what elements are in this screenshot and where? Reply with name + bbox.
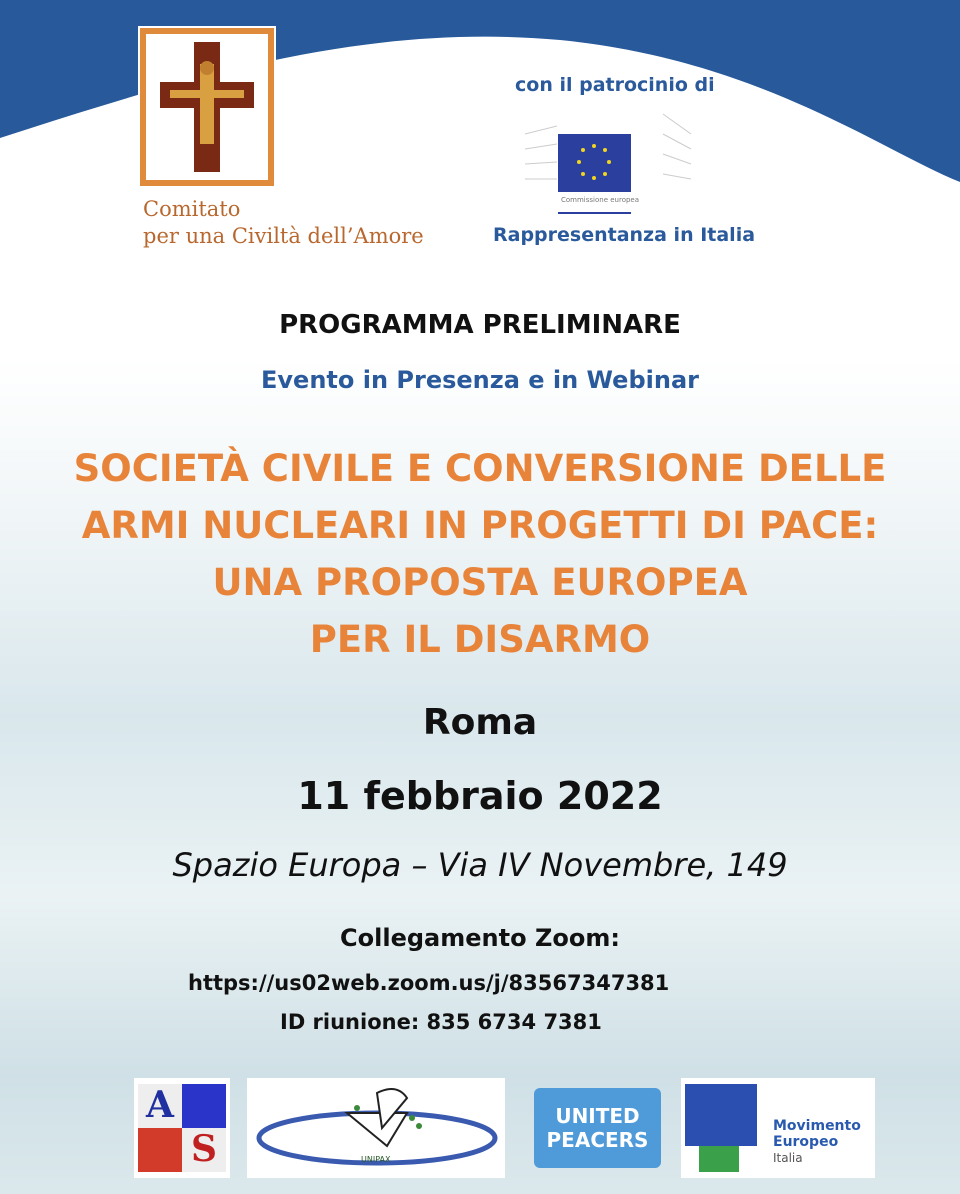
representation-label: Rappresentanza in Italia [493, 224, 756, 246]
me-line3: Italia [773, 1151, 803, 1165]
zoom-heading: Collegamento Zoom: [340, 924, 620, 952]
united-peacers-logo [530, 1078, 665, 1178]
event-venue: Spazio Europa – Via IV Novembre, 149 [172, 846, 788, 884]
event-type: Evento in Presenza e in Webinar [261, 366, 699, 394]
crucifix-logo [140, 28, 274, 186]
ec-logo-text: Commissione europea [561, 196, 640, 204]
title-line: SOCIETÀ CIVILE E CONVERSIONE DELLE [73, 447, 887, 490]
united-peacers-text: UNITED PEACERS [534, 1088, 661, 1168]
patronage-label: con il patrocinio di [515, 74, 715, 96]
as-logo-s: S [182, 1128, 226, 1172]
title-line: PER IL DISARMO [309, 618, 651, 661]
me-line2: Europeo [773, 1134, 839, 1150]
event-title [0, 440, 960, 668]
as-logo-a: A [138, 1084, 182, 1128]
meeting-id: ID riunione: 835 6734 7381 [280, 1010, 602, 1034]
as-logo [134, 1078, 230, 1178]
european-commission-logo [523, 104, 693, 216]
org-name-line1: Comitato [143, 197, 241, 221]
movimento-europeo-logo [681, 1078, 875, 1178]
unipax-text: UNIPAX [361, 1155, 391, 1164]
zoom-link[interactable]: https://us02web.zoom.us/j/83567347381 [188, 971, 670, 995]
event-date: 11 febbraio 2022 [297, 774, 663, 818]
unipax-logo [247, 1078, 505, 1178]
program-heading: PROGRAMMA PRELIMINARE [279, 310, 681, 340]
title-line: UNA PROPOSTA EUROPEA [212, 561, 748, 604]
title-line: ARMI NUCLEARI IN PROGETTI DI PACE: [81, 504, 879, 547]
event-city: Roma [422, 702, 538, 743]
org-name [143, 196, 424, 250]
me-line1: Movimento [773, 1118, 861, 1134]
org-name-line2: per una Civiltà dell’Amore [143, 224, 424, 248]
